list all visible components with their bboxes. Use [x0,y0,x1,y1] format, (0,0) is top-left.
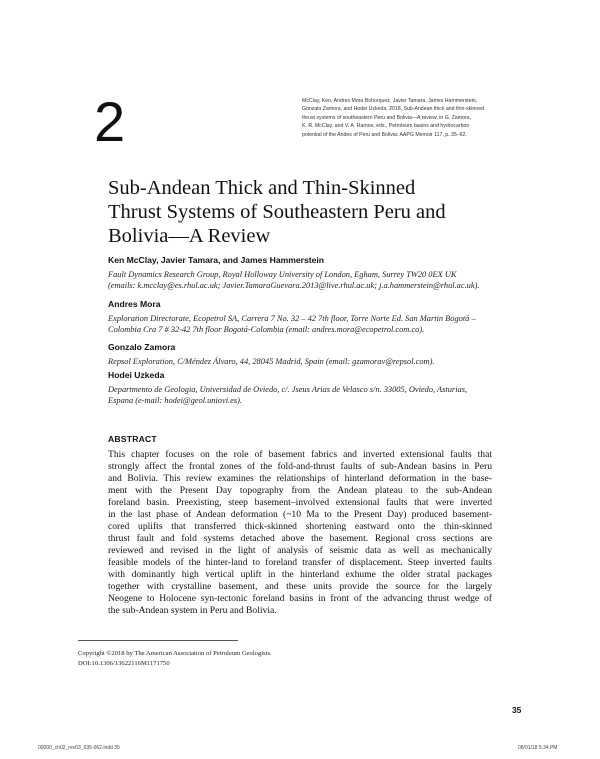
author-names: Gonzalo Zamora [108,342,176,352]
doi-text: DOI:10.1306/13622116M1171750 [78,660,170,667]
footer-divider [78,640,238,641]
chapter-title [108,176,446,248]
abstract-line: and Bolivia. This review examines the relationships of hinterland deformation in the base- [108,473,492,484]
citation-line: McClay, Ken, Andres Mora Bohorquez, Javier Tamara, James Hammerstein, [302,98,478,104]
author-affiliation: Colombia Cra 7 # 32-42 7th floor Bogotá-Colombia (email: andres.mora@ecopetrol.com.co). [108,325,425,334]
author-names: Ken McClay, Javier Tamara, and James Hammerstein [108,255,325,265]
author-affiliation: Espana (e-mail: hodei@geol.uniovi.es). [108,396,242,405]
abstract-heading: ABSTRACT [108,434,157,444]
author-names: Hodei Uzkeda [108,370,165,380]
abstract-line: foreland basin. Preexisting, steep basement–involved extensional faults that were inverted [108,497,492,508]
abstract-line: in the last phase of Andean deformation (~10 Ma to the Present Day) produced basement- [108,509,492,520]
author-affiliation: Exploration Directorate, Ecopetrol SA, Carrera 7 No. 32 – 42 7th floor, Torre Norte Ed. San Martin Bogotá – [108,314,476,323]
abstract-line: ment with the Present Day topography from the Andean plateau to the sub-Andean [108,485,492,496]
print-slug-file: 00000_ch02_rev03_035-062.indd 35 [38,745,120,751]
author-names: Andres Mora [108,299,161,309]
title-line: Bolivia—A Review [108,225,271,247]
author-affiliation: Fault Dynamics Research Group, Royal Holloway University of London, Egham, Surrey TW20 0EX UK [108,270,457,279]
abstract-line: thrust fault and fold systems detached above the basement. Regional cross sections are [108,533,492,544]
abstract-line: together with crystalline basement, and these units provide the source for the largely [108,581,492,592]
abstract-line: cored uplifts that transferred thick-skinned shortening eastward onto the thin-skinned [108,521,492,532]
abstract-line: the sub-Andean system in Peru and Bolivia. [108,605,277,616]
author-affiliation: Repsol Exploration, C/Méndez Álvaro, 44, 28045 Madrid, Spain (email: gzamorav@repsol.com). [108,357,435,366]
abstract-line: reviewed and revised in the light of analysis of seismic data as well as mechanically [108,545,492,556]
abstract-line: strongly affect the frontal zones of the fold-and-thrust faults of sub-Andean basins in Peru [108,461,492,472]
chapter-citation [302,97,502,139]
print-slug-date: 08/01/18 5:34 PM [518,745,558,751]
author-affiliation: Departmento de Geologia, Universidad de Oviedo, c/. Jseus Arias de Velasco s/n. 33005, Oviedo, Asturias, [108,385,468,394]
abstract-line: with dominantly high vertical uplift in the hinterland exhume the older stratal packages [108,569,492,580]
abstract-line: This chapter focuses on the role of basement fabrics and inverted extensional faults that [108,449,492,460]
citation-line: K. R. McClay, and V. A. Ramos, eds., Petroleum basins and hydrocarbon [302,123,470,130]
citation-line: thrust systems of southeastern Peru and Bolivia—A review, in G. Zamora, [302,114,471,121]
copyright-notice: Copyright ©2018 by The American Association of Petroleum Geologists. [78,650,272,657]
chapter-number: 2 [94,90,126,153]
title-line: Thrust Systems of Southeastern Peru and [108,201,446,223]
page-number: 35 [512,705,522,715]
abstract-line: feasible models of the hinter-land to foreland transfer of displacement. Steep inverted faults [108,557,492,568]
author-affiliation: (emails: k.mcclay@es.rhul.ac.uk; Javier.TamaraGuevara.2013@live.rhul.ac.uk; j.a.hammerstein@rhul.ac.uk). [108,281,480,290]
abstract-line: Neogene to Holocene syn-tectonic foreland basins in front of the advancing thrust wedge of [108,593,492,604]
title-line: Sub-Andean Thick and Thin-Skinned [108,177,416,199]
citation-line: Gonzalo Zamora, and Hodei Uzkeda, 2018, Sub-Andean thick and thin-skinned [302,106,484,113]
citation-line: potential of the Andes of Peru and Bolivia: AAPG Memoir 117, p. 35–62. [302,131,467,138]
